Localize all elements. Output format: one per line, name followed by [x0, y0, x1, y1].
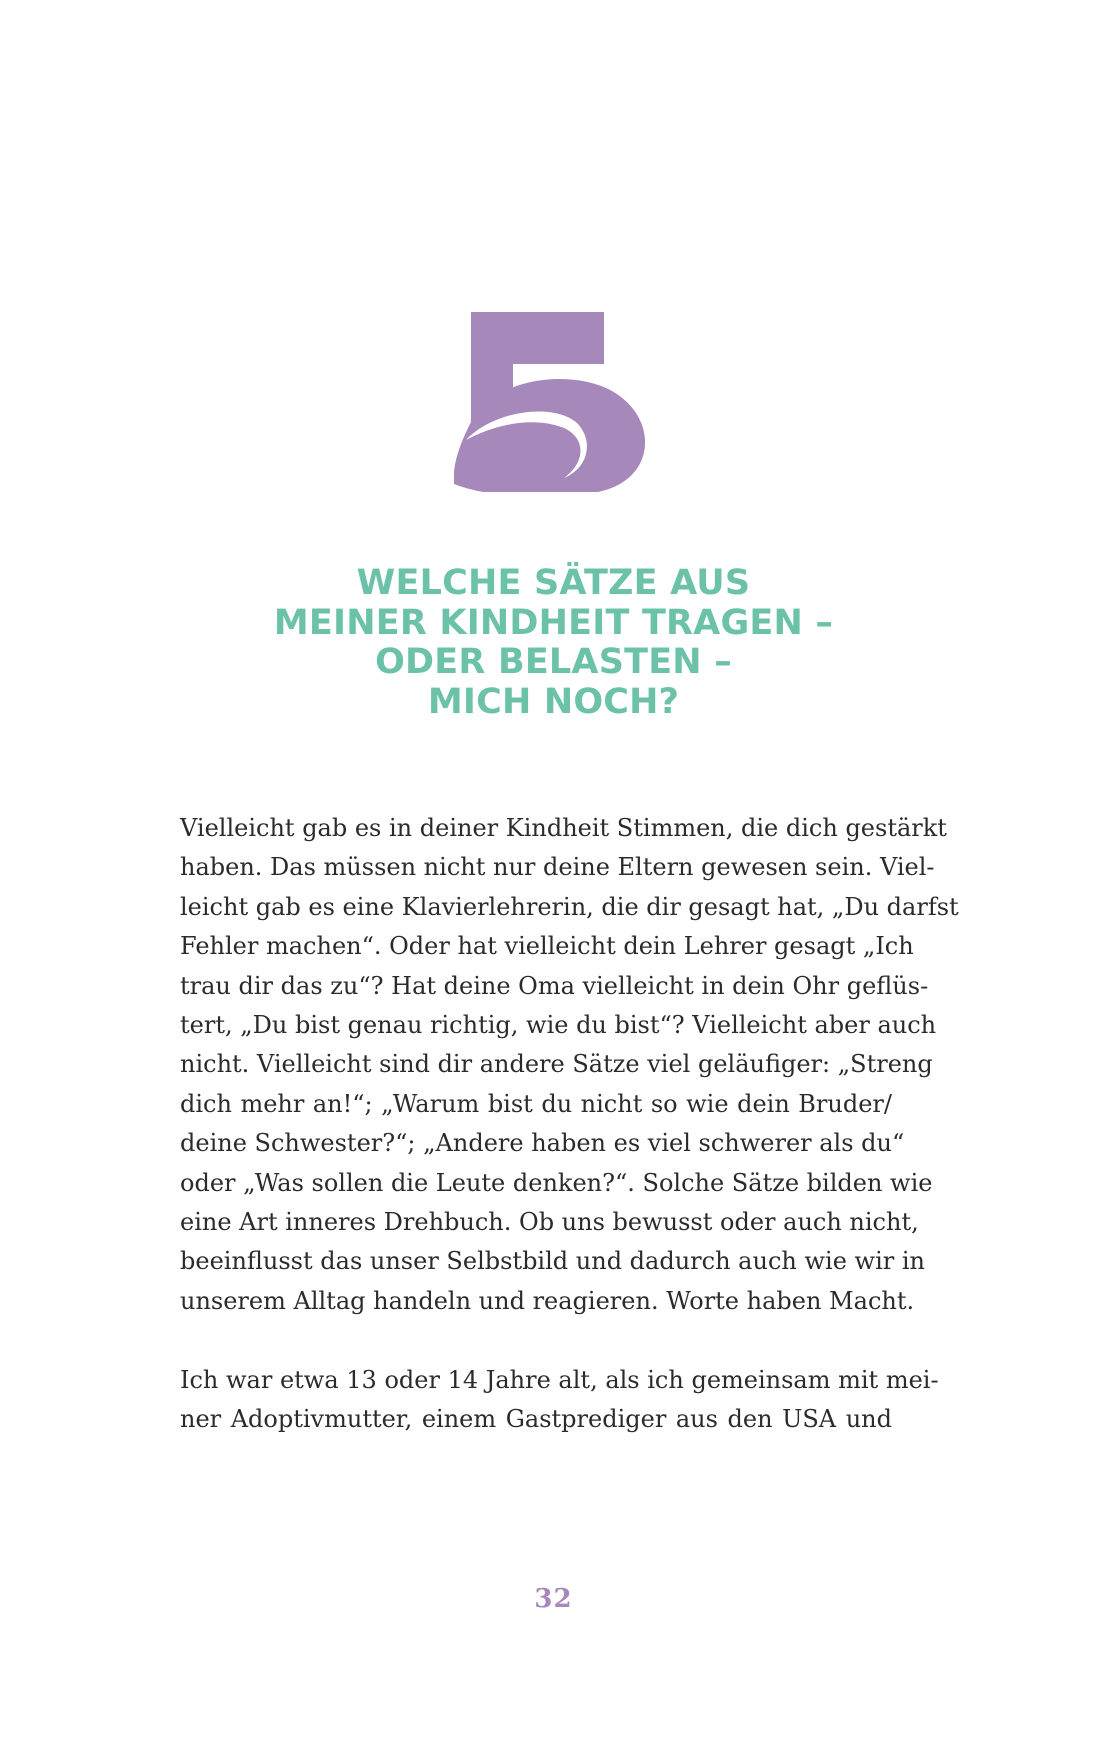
text-line: haben. Das müssen nicht nur deine Eltern gewesen sein. Viel- [180, 853, 935, 882]
text-line: unserem Alltag handeln und reagieren. Worte haben Macht. [180, 1286, 915, 1315]
chapter-title-line: ODER BELASTEN – [375, 642, 732, 682]
text-line: oder „Was sollen die Leute denken?“. Solche Sätze bilden wie [180, 1168, 933, 1197]
paragraph [180, 1361, 939, 1440]
chapter-number-five-glyph [454, 262, 654, 492]
text-line: Fehler machen“. Oder hat vielleicht dein Lehrer gesagt „Ich [180, 932, 914, 961]
chapter-number [0, 262, 1107, 507]
chapter-title-line: MICH NOCH? [427, 681, 680, 722]
text-line: dich mehr an!“; „Warum bist du nicht so wie dein Bruder/ [180, 1089, 892, 1118]
text-line: beeinflusst das unser Selbstbild und dadurch auch wie wir in [180, 1247, 925, 1276]
text-line: tert, „Du bist genau richtig, wie du bist“? Vielleicht aber auch [180, 1011, 937, 1040]
chapter-title [160, 564, 947, 722]
chapter-title-line: MEINER KINDHEIT TRAGEN – [273, 602, 834, 643]
paragraph [180, 809, 959, 1321]
text-line: nicht. Vielleicht sind dir andere Sätze viel geläufiger: „Streng [180, 1050, 933, 1079]
chapter-title-line: WELCHE SÄTZE AUS [356, 563, 751, 603]
text-line: trau dir das zu“? Hat deine Oma vielleicht in dein Ohr geflüs- [180, 971, 929, 1000]
page-number: 32 [534, 1584, 573, 1614]
text-line: Ich war etwa 13 oder 14 Jahre alt, als ich gemeinsam mit mei- [180, 1365, 939, 1394]
text-line: eine Art inneres Drehbuch. Ob uns bewusst oder auch nicht, [180, 1208, 919, 1237]
text-line: ner Adoptivmutter, einem Gastprediger aus den USA und [180, 1405, 892, 1434]
body-text [180, 809, 959, 1439]
text-line: deine Schwester?“; „Andere haben es viel schwerer als du“ [180, 1129, 905, 1158]
text-line: leicht gab es eine Klavierlehrerin, die dir gesagt hat, „Du darfst [180, 892, 959, 921]
text-line: Vielleicht gab es in deiner Kindheit Stimmen, die dich gestärkt [180, 814, 947, 842]
paragraph-spacer [180, 1321, 892, 1360]
